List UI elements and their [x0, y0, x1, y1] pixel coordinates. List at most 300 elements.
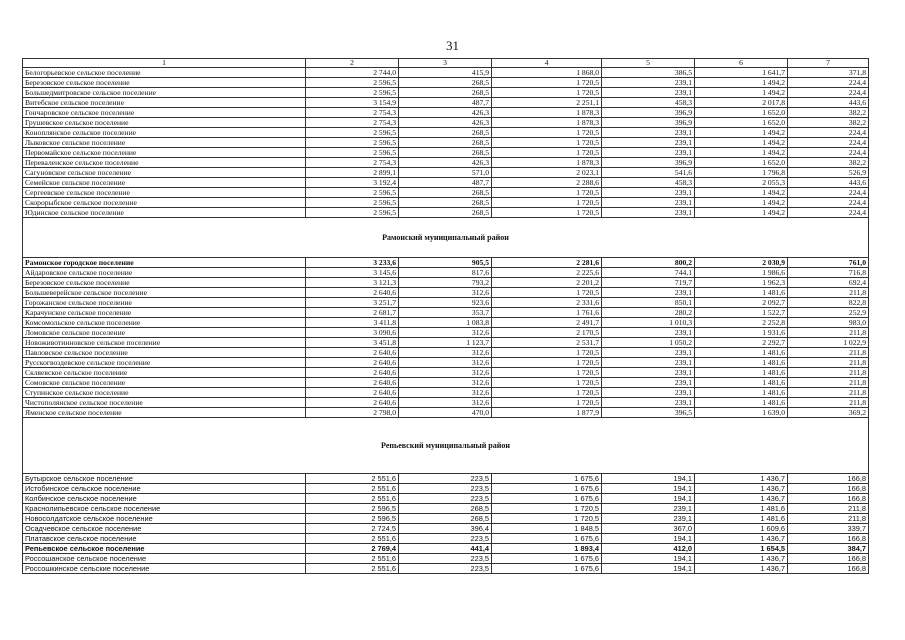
table-row: [23, 368, 869, 378]
table-row: [23, 318, 869, 328]
budget-table: [22, 58, 869, 574]
value-cell: 312,6: [399, 288, 492, 298]
value-cell: 223,5: [399, 474, 492, 484]
table-row: [23, 128, 869, 138]
table-row: [23, 118, 869, 128]
value-cell: 2 596,5: [306, 198, 399, 208]
value-cell: 223,5: [399, 534, 492, 544]
value-cell: 223,5: [399, 554, 492, 564]
value-cell: 1 481,6: [695, 514, 788, 524]
table-row: [23, 338, 869, 348]
table-row: [23, 544, 869, 554]
column-header-cell: 6: [695, 59, 788, 68]
value-cell: 268,5: [399, 128, 492, 138]
value-cell: 1 494,2: [695, 128, 788, 138]
value-cell: 1 720,5: [492, 358, 602, 368]
value-cell: 1 878,3: [492, 158, 602, 168]
value-cell: 312,6: [399, 358, 492, 368]
value-cell: 312,6: [399, 388, 492, 398]
table-row: [23, 348, 869, 358]
value-cell: 239,1: [602, 208, 695, 218]
value-cell: 443,6: [788, 178, 869, 188]
settlement-name-cell: Переваленское сельское поселение: [23, 158, 306, 168]
value-cell: 166,8: [788, 534, 869, 544]
table-row: [23, 534, 869, 544]
value-cell: 2 640,6: [306, 288, 399, 298]
value-cell: 1 010,3: [602, 318, 695, 328]
table-row: [23, 514, 869, 524]
value-cell: 268,5: [399, 208, 492, 218]
settlement-name-cell: Лыковское сельское поселение: [23, 138, 306, 148]
value-cell: 386,5: [602, 68, 695, 78]
value-cell: 1 481,6: [695, 348, 788, 358]
value-cell: 268,5: [399, 78, 492, 88]
value-cell: 1 720,5: [492, 388, 602, 398]
value-cell: 211,8: [788, 358, 869, 368]
value-cell: 268,5: [399, 198, 492, 208]
value-cell: 541,6: [602, 168, 695, 178]
settlement-name-cell: Яменское сельское поселение: [23, 408, 306, 418]
value-cell: 2 754,3: [306, 158, 399, 168]
district-title: Рамонский муниципальный район: [23, 218, 869, 258]
table-row: [23, 168, 869, 178]
value-cell: 2 596,5: [306, 128, 399, 138]
value-cell: 1 522,7: [695, 308, 788, 318]
value-cell: 268,5: [399, 148, 492, 158]
value-cell: 1 878,3: [492, 118, 602, 128]
value-cell: 2 551,6: [306, 534, 399, 544]
value-cell: 487,7: [399, 98, 492, 108]
value-cell: 692,4: [788, 278, 869, 288]
value-cell: 382,2: [788, 118, 869, 128]
value-cell: 268,5: [399, 188, 492, 198]
value-cell: 487,7: [399, 178, 492, 188]
value-cell: 239,1: [602, 504, 695, 514]
value-cell: 761,0: [788, 258, 869, 268]
value-cell: 983,0: [788, 318, 869, 328]
value-cell: 1 878,3: [492, 108, 602, 118]
value-cell: 441,4: [399, 544, 492, 554]
value-cell: 2 899,1: [306, 168, 399, 178]
value-cell: 3 090,6: [306, 328, 399, 338]
value-cell: 2 744,0: [306, 68, 399, 78]
value-cell: 2 596,5: [306, 88, 399, 98]
value-cell: 396,9: [602, 108, 695, 118]
value-cell: 2 754,3: [306, 108, 399, 118]
settlement-name-cell: Россошанское сельское поселение: [23, 554, 306, 564]
table-row: [23, 494, 869, 504]
value-cell: 1 641,7: [695, 68, 788, 78]
value-cell: 443,6: [788, 98, 869, 108]
value-cell: 1 962,3: [695, 278, 788, 288]
value-cell: 1 652,0: [695, 118, 788, 128]
value-cell: 1 720,5: [492, 348, 602, 358]
settlement-name-cell: Ломовское сельское поселение: [23, 328, 306, 338]
value-cell: 1 436,7: [695, 564, 788, 574]
value-cell: 1 652,0: [695, 158, 788, 168]
value-cell: 369,2: [788, 408, 869, 418]
value-cell: 1 436,7: [695, 484, 788, 494]
settlement-name-cell: Репьевское сельское поселение: [23, 544, 306, 554]
table-row: [23, 308, 869, 318]
value-cell: 2 640,6: [306, 398, 399, 408]
value-cell: 2 754,3: [306, 118, 399, 128]
value-cell: 1 720,5: [492, 514, 602, 524]
value-cell: 2 596,5: [306, 188, 399, 198]
table-row: [23, 328, 869, 338]
value-cell: 2 292,7: [695, 338, 788, 348]
value-cell: 239,1: [602, 88, 695, 98]
value-cell: 3 192,4: [306, 178, 399, 188]
table-row: [23, 258, 869, 268]
table-row: [23, 504, 869, 514]
column-header-cell: 3: [399, 59, 492, 68]
value-cell: 211,8: [788, 368, 869, 378]
table-row: [23, 108, 869, 118]
value-cell: 1 494,2: [695, 148, 788, 158]
settlement-name-cell: Павловское сельское поселение: [23, 348, 306, 358]
value-cell: 223,5: [399, 564, 492, 574]
settlement-name-cell: Ступинское сельское поселение: [23, 388, 306, 398]
value-cell: 312,6: [399, 328, 492, 338]
table-row: [23, 158, 869, 168]
value-cell: 223,5: [399, 494, 492, 504]
value-cell: 1 494,2: [695, 78, 788, 88]
value-cell: 2 596,5: [306, 514, 399, 524]
value-cell: 211,8: [788, 504, 869, 514]
settlement-name-cell: Семейское сельское поселение: [23, 178, 306, 188]
value-cell: 268,5: [399, 504, 492, 514]
value-cell: 2 640,6: [306, 388, 399, 398]
value-cell: 1 652,0: [695, 108, 788, 118]
settlement-name-cell: Рамонское городское поселение: [23, 258, 306, 268]
value-cell: 3 121,3: [306, 278, 399, 288]
value-cell: 1 720,5: [492, 504, 602, 514]
settlement-name-cell: Скорорыбское сельское поселение: [23, 198, 306, 208]
value-cell: 2 251,1: [492, 98, 602, 108]
value-cell: 224,4: [788, 128, 869, 138]
value-cell: 268,5: [399, 138, 492, 148]
settlement-name-cell: Белогорьевское сельское поселение: [23, 68, 306, 78]
value-cell: 2 551,6: [306, 554, 399, 564]
value-cell: 2 596,5: [306, 504, 399, 514]
value-cell: 1 675,6: [492, 494, 602, 504]
value-cell: 382,2: [788, 108, 869, 118]
value-cell: 224,4: [788, 138, 869, 148]
value-cell: 1 050,2: [602, 338, 695, 348]
value-cell: 3 233,6: [306, 258, 399, 268]
table-row: [23, 178, 869, 188]
value-cell: 2 225,6: [492, 268, 602, 278]
value-cell: 1 494,2: [695, 88, 788, 98]
value-cell: 1 481,6: [695, 504, 788, 514]
value-cell: 1 796,8: [695, 168, 788, 178]
value-cell: 166,8: [788, 564, 869, 574]
value-cell: 719,7: [602, 278, 695, 288]
value-cell: 211,8: [788, 388, 869, 398]
value-cell: 239,1: [602, 78, 695, 88]
settlement-name-cell: Коноплянское сельское поселение: [23, 128, 306, 138]
value-cell: 1 481,6: [695, 368, 788, 378]
settlement-name-cell: Витебское сельское поселение: [23, 98, 306, 108]
settlement-name-cell: Горожанское сельское поселение: [23, 298, 306, 308]
value-cell: 2 017,8: [695, 98, 788, 108]
value-cell: 312,6: [399, 378, 492, 388]
settlement-name-cell: Сергеевское сельское поселение: [23, 188, 306, 198]
value-cell: 396,5: [602, 408, 695, 418]
value-cell: 744,1: [602, 268, 695, 278]
value-cell: 367,0: [602, 524, 695, 534]
value-cell: 2 170,5: [492, 328, 602, 338]
value-cell: 1 720,5: [492, 398, 602, 408]
value-cell: 1 720,5: [492, 148, 602, 158]
value-cell: 470,0: [399, 408, 492, 418]
value-cell: 194,1: [602, 534, 695, 544]
value-cell: 211,8: [788, 348, 869, 358]
value-cell: 2 596,5: [306, 78, 399, 88]
table-row: [23, 378, 869, 388]
value-cell: 905,5: [399, 258, 492, 268]
value-cell: 2 288,6: [492, 178, 602, 188]
value-cell: 2 596,5: [306, 138, 399, 148]
value-cell: 224,4: [788, 148, 869, 158]
value-cell: 2 030,9: [695, 258, 788, 268]
value-cell: 1 720,5: [492, 78, 602, 88]
value-cell: 1 123,7: [399, 338, 492, 348]
table-row: [23, 474, 869, 484]
value-cell: 268,5: [399, 514, 492, 524]
value-cell: 211,8: [788, 288, 869, 298]
table-row: [23, 298, 869, 308]
value-cell: 1 022,9: [788, 338, 869, 348]
value-cell: 194,1: [602, 484, 695, 494]
settlement-name-cell: Айдаровское сельское поселение: [23, 268, 306, 278]
value-cell: 1 720,5: [492, 378, 602, 388]
table-row: [23, 524, 869, 534]
value-cell: 384,7: [788, 544, 869, 554]
value-cell: 2 551,6: [306, 484, 399, 494]
table-row: [23, 78, 869, 88]
value-cell: 166,8: [788, 494, 869, 504]
value-cell: 1 083,8: [399, 318, 492, 328]
value-cell: 2 640,6: [306, 378, 399, 388]
value-cell: 166,8: [788, 474, 869, 484]
value-cell: 312,6: [399, 368, 492, 378]
value-cell: 1 720,5: [492, 188, 602, 198]
column-number-header: [23, 59, 869, 68]
value-cell: 1 481,6: [695, 398, 788, 408]
settlement-name-cell: Скляевское сельское поселение: [23, 368, 306, 378]
value-cell: 850,1: [602, 298, 695, 308]
value-cell: 1 639,0: [695, 408, 788, 418]
value-cell: 1 481,6: [695, 388, 788, 398]
value-cell: 211,8: [788, 328, 869, 338]
district-section-row: [23, 418, 869, 474]
value-cell: 224,4: [788, 88, 869, 98]
table-row: [23, 188, 869, 198]
value-cell: 716,8: [788, 268, 869, 278]
table-row: [23, 564, 869, 574]
value-cell: 239,1: [602, 188, 695, 198]
table-row: [23, 484, 869, 494]
table-row: [23, 358, 869, 368]
settlement-name-cell: Березовское сельское поселение: [23, 78, 306, 88]
settlement-name-cell: Юдинское сельское поселение: [23, 208, 306, 218]
value-cell: 166,8: [788, 484, 869, 494]
value-cell: 2 201,2: [492, 278, 602, 288]
value-cell: 1 720,5: [492, 138, 602, 148]
value-cell: 166,8: [788, 554, 869, 564]
value-cell: 1 893,4: [492, 544, 602, 554]
value-cell: 426,3: [399, 118, 492, 128]
district-title: Репьевский муниципальный район: [23, 418, 869, 474]
value-cell: 224,4: [788, 208, 869, 218]
value-cell: 239,1: [602, 288, 695, 298]
value-cell: 426,3: [399, 158, 492, 168]
settlement-name-cell: Первомайское сельское поселение: [23, 148, 306, 158]
value-cell: 1 436,7: [695, 534, 788, 544]
table-row: [23, 138, 869, 148]
value-cell: 211,8: [788, 398, 869, 408]
settlement-name-cell: Грушевское сельское поселение: [23, 118, 306, 128]
value-cell: 923,6: [399, 298, 492, 308]
value-cell: 3 451,8: [306, 338, 399, 348]
value-cell: 1 675,6: [492, 484, 602, 494]
value-cell: 1 675,6: [492, 564, 602, 574]
value-cell: 1 436,7: [695, 494, 788, 504]
settlement-name-cell: Комсомольское сельское поселение: [23, 318, 306, 328]
value-cell: 396,9: [602, 118, 695, 128]
value-cell: 224,4: [788, 78, 869, 88]
settlement-name-cell: Истобинское сельское поселение: [23, 484, 306, 494]
value-cell: 1 481,6: [695, 358, 788, 368]
column-header-cell: 2: [306, 59, 399, 68]
value-cell: 211,8: [788, 378, 869, 388]
value-cell: 339,7: [788, 524, 869, 534]
district-section-row: [23, 218, 869, 258]
value-cell: 1 675,6: [492, 474, 602, 484]
value-cell: 239,1: [602, 514, 695, 524]
value-cell: 526,9: [788, 168, 869, 178]
value-cell: 2 551,6: [306, 494, 399, 504]
value-cell: 1 931,6: [695, 328, 788, 338]
value-cell: 458,3: [602, 178, 695, 188]
table-row: [23, 288, 869, 298]
value-cell: 2 092,7: [695, 298, 788, 308]
settlement-name-cell: Гончаровское сельское поселение: [23, 108, 306, 118]
value-cell: 1 868,0: [492, 68, 602, 78]
value-cell: 224,4: [788, 188, 869, 198]
value-cell: 1 436,7: [695, 474, 788, 484]
table-row: [23, 408, 869, 418]
value-cell: 396,4: [399, 524, 492, 534]
value-cell: 396,9: [602, 158, 695, 168]
value-cell: 2 596,5: [306, 148, 399, 158]
settlement-name-cell: Новосолдатское сельское поселение: [23, 514, 306, 524]
column-header-cell: 1: [23, 59, 306, 68]
value-cell: 312,6: [399, 398, 492, 408]
value-cell: 1 761,6: [492, 308, 602, 318]
settlement-name-cell: Колбинское сельское поселение: [23, 494, 306, 504]
value-cell: 3 251,7: [306, 298, 399, 308]
column-header-cell: 5: [602, 59, 695, 68]
table-row: [23, 388, 869, 398]
value-cell: 1 609,6: [695, 524, 788, 534]
settlement-name-cell: Платавское сельское поселение: [23, 534, 306, 544]
table-row: [23, 268, 869, 278]
value-cell: 239,1: [602, 398, 695, 408]
settlement-name-cell: Карачунское сельское поселение: [23, 308, 306, 318]
value-cell: 2 769,4: [306, 544, 399, 554]
column-header-cell: 7: [788, 59, 869, 68]
value-cell: 353,7: [399, 308, 492, 318]
value-cell: 2 640,6: [306, 358, 399, 368]
value-cell: 1 986,6: [695, 268, 788, 278]
value-cell: 2 798,0: [306, 408, 399, 418]
value-cell: 194,1: [602, 554, 695, 564]
settlement-name-cell: Русскогвоздевское сельское поселение: [23, 358, 306, 368]
value-cell: 211,8: [788, 514, 869, 524]
settlement-name-cell: Сомовское сельское поселение: [23, 378, 306, 388]
value-cell: 800,2: [602, 258, 695, 268]
table-row: [23, 208, 869, 218]
value-cell: 1 720,5: [492, 198, 602, 208]
value-cell: 382,2: [788, 158, 869, 168]
value-cell: 2 281,6: [492, 258, 602, 268]
value-cell: 239,1: [602, 148, 695, 158]
value-cell: 3 154,9: [306, 98, 399, 108]
value-cell: 2 596,5: [306, 208, 399, 218]
value-cell: 1 494,2: [695, 138, 788, 148]
value-cell: 1 720,5: [492, 208, 602, 218]
value-cell: 194,1: [602, 564, 695, 574]
value-cell: 1 675,6: [492, 534, 602, 544]
value-cell: 252,9: [788, 308, 869, 318]
value-cell: 1 877,9: [492, 408, 602, 418]
value-cell: 239,1: [602, 368, 695, 378]
value-cell: 2 055,3: [695, 178, 788, 188]
value-cell: 412,0: [602, 544, 695, 554]
value-cell: 239,1: [602, 128, 695, 138]
value-cell: 817,6: [399, 268, 492, 278]
value-cell: 268,5: [399, 88, 492, 98]
value-cell: 3 411,8: [306, 318, 399, 328]
value-cell: 280,2: [602, 308, 695, 318]
value-cell: 1 720,5: [492, 88, 602, 98]
settlement-name-cell: Большедмитровское сельское поселение: [23, 88, 306, 98]
table-row: [23, 88, 869, 98]
column-header-cell: 4: [492, 59, 602, 68]
value-cell: 2 724,5: [306, 524, 399, 534]
settlement-name-cell: Чистополянское сельское поселение: [23, 398, 306, 408]
value-cell: 571,0: [399, 168, 492, 178]
value-cell: 2 551,6: [306, 474, 399, 484]
settlement-name-cell: Березовское сельское поселение: [23, 278, 306, 288]
value-cell: 1 494,2: [695, 198, 788, 208]
table-row: [23, 398, 869, 408]
value-cell: 239,1: [602, 138, 695, 148]
page-number: 31: [446, 38, 459, 53]
value-cell: 1 436,7: [695, 554, 788, 564]
value-cell: 239,1: [602, 198, 695, 208]
value-cell: 1 720,5: [492, 128, 602, 138]
value-cell: 239,1: [602, 358, 695, 368]
value-cell: 1 494,2: [695, 208, 788, 218]
value-cell: 194,1: [602, 494, 695, 504]
table-row: [23, 278, 869, 288]
value-cell: 224,4: [788, 198, 869, 208]
settlement-name-cell: Сагуновское сельское поселение: [23, 168, 306, 178]
